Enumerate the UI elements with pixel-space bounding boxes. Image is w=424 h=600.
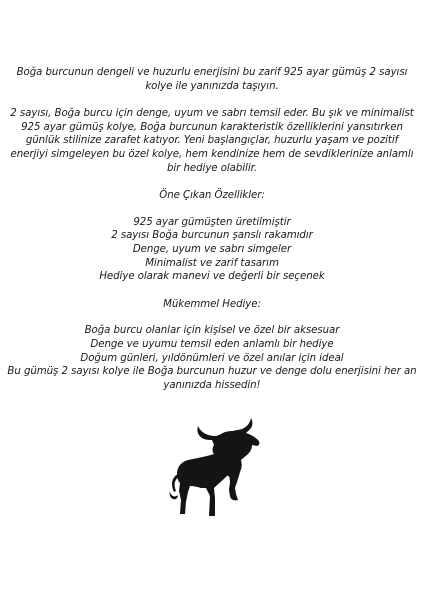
gift-heading: Mükemmel Hediye:	[163, 298, 261, 310]
gift-item: Denge ve uyumu temsil eden anlamlı bir hediye	[90, 338, 334, 350]
feature-item: Hediye olarak manevi ve değerli bir seçenek	[99, 271, 325, 283]
intro-paragraph: Boğa burcunun dengeli ve huzurlu enerjisini bu zarif 925 ayar gümüş 2 sayısı kolye ile yanınızda taşıyın.	[16, 67, 408, 92]
feature-item: 2 sayısı Boğa burcunun şanslı rakamıdır	[111, 230, 313, 242]
description-text-block	[6, 66, 418, 392]
bull-silhouette-svg	[168, 418, 270, 520]
feature-item: Minimalist ve zarif tasarım	[145, 257, 279, 269]
gift-list	[6, 324, 418, 392]
features-list	[6, 216, 418, 284]
gift-item: Boğa burcu olanlar için kişisel ve özel bir aksesuar	[84, 325, 340, 337]
description-paragraph: 2 sayısı, Boğa burcu için denge, uyum ve sabrı temsil eder. Bu şık ve minimalist 925 ayar gümüş kolye, Boğa burcunun karakteristik özelliklerini yansıtırken günlük stilinize zarafet katıyor. Yeni başlangıçlar, huzurlu yaşam ve pozitif enerjiyi simgeleyen bu özel kolye, hem kendinize hem de sevdiklerinize anlamlı bir hediye olabilir.	[10, 108, 414, 174]
features-heading: Öne Çıkan Özellikler:	[159, 190, 265, 202]
feature-item: Denge, uyum ve sabrı simgeler	[132, 243, 292, 255]
closing-line: Bu gümüş 2 sayısı kolye ile Boğa burcunun huzur ve denge dolu enerjisini her an yanınızda hissedin!	[7, 366, 417, 391]
bull-silhouette-icon	[168, 418, 270, 520]
feature-item: 925 ayar gümüşten üretilmiştir	[133, 216, 291, 228]
gift-item: Doğum günleri, yıldönümleri ve özel anılar için ideal	[80, 352, 344, 364]
